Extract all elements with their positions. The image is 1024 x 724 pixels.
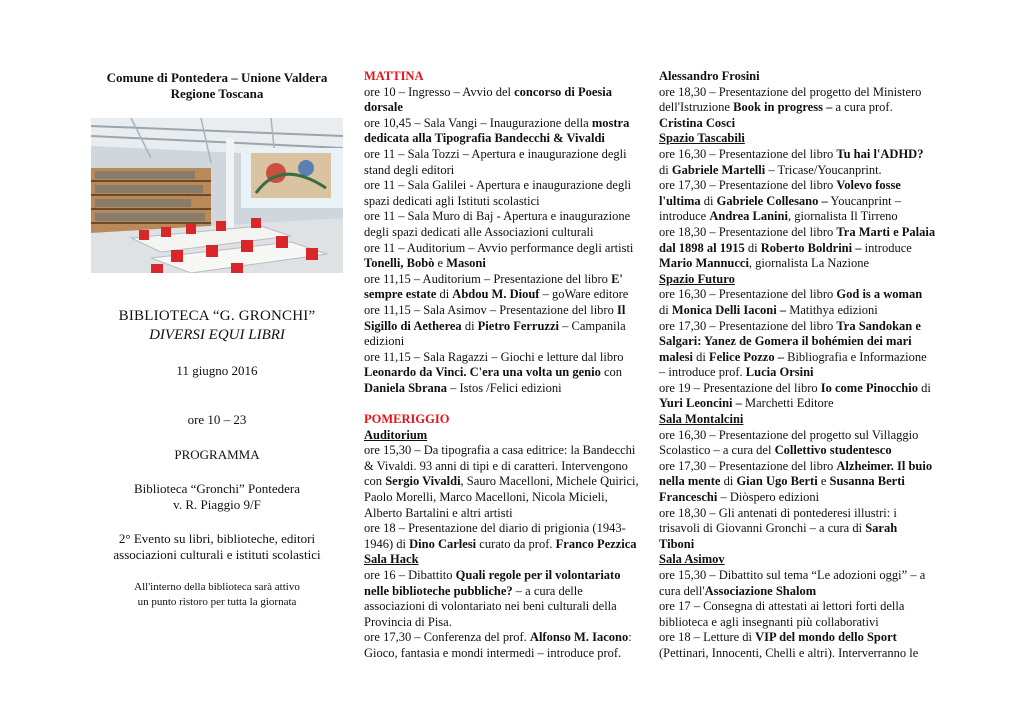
program-line: ore 10 – Ingresso – Avvio del concorso di Poesia — [364, 84, 613, 99]
program-line: Provincia di Pisa. — [364, 614, 452, 629]
program-line: ore 17,30 – Presentazione del libro Tra Sandokan e — [659, 318, 921, 333]
header-line-1: Comune di Pontedera – Unione Valdera — [106, 70, 328, 85]
program-line: cura dell'Associazione Shalom — [659, 583, 817, 598]
event-date: 11 giugno 2016 — [176, 363, 258, 378]
program-line: dal 1898 al 1915 di Roberto Boldrini – introduce — [659, 240, 912, 255]
section-sala-hack: Sala Hack — [364, 552, 419, 567]
program-line: Tonelli, Bobò e Masoni — [364, 256, 486, 271]
event-subtitle: DIVERSI EQUI LIBRI — [149, 327, 285, 343]
header-line-2: Regione Toscana — [170, 86, 264, 101]
program-line: Leonardo da Vinci. C'era una volta un genio con — [364, 365, 623, 380]
program-line: dedicata alla Tipografia Bandecchi & Vivaldi — [364, 131, 605, 146]
program-line: associazioni di volontariato nei beni culturali della — [364, 599, 617, 614]
program-line: Scolastico – a cura del Collettivo studentesco — [659, 443, 892, 458]
program-line: di Monica Delli Iaconi – Matithya edizioni — [659, 302, 878, 317]
program-line: ore 17,30 – Presentazione del libro Volevo fosse — [659, 178, 901, 193]
address-line-2: v. R. Piaggio 9/F — [173, 497, 261, 512]
program-line: ore 18 – Letture di VIP del mondo dello Sport — [659, 630, 897, 645]
program-line: ore 11 – Sala Muro di Baj - Apertura e inaugurazione — [364, 209, 631, 224]
program-line: ore 15,30 – Dibattito sul tema “Le adozioni oggi” – a — [659, 568, 926, 582]
program-line: ore 18,30 – Gli antenati di pontederesi illustri: i — [659, 505, 897, 520]
program-line: (Pettinari, Innocenti, Chelli e altri). Interverranno le — [659, 645, 919, 660]
program-line: Yuri Leoncini – Marchetti Editore — [659, 396, 834, 411]
program-line: ore 16,30 – Presentazione del libro God is a woman — [659, 287, 923, 302]
event-description-2: associazioni culturali e istituti scolastici — [113, 547, 321, 562]
program-line: Gioco, fantasia e mondi intermedi – introduce prof. — [364, 645, 622, 660]
section-spazio-tascabili: Spazio Tascabili — [659, 131, 745, 146]
program-line: ore 18,30 – Presentazione del progetto del Ministero — [659, 84, 922, 99]
program-line: ore 17,30 – Conferenza del prof. Alfonso M. Iacono: — [364, 630, 632, 645]
program-line: con Sergio Vivaldi, Sauro Macelloni, Michele Quirici, — [364, 474, 639, 489]
program-line: Salgari: Yanez de Gomera il bohémien dei mari — [659, 334, 912, 349]
program-line: ore 16,30 – Presentazione del progetto sul Villaggio — [659, 427, 919, 442]
pomeriggio-heading: POMERIGGIO — [364, 412, 450, 427]
programma-label: PROGRAMMA — [174, 447, 260, 462]
program-line: – introduce prof. Lucia Orsini — [659, 365, 814, 380]
program-line: ore 16 – Dibattito Quali regole per il volontariato — [364, 568, 621, 582]
program-line: ore 16,30 – Presentazione del libro Tu hai l'ADHD? — [659, 146, 924, 161]
program-line: Tiboni — [659, 536, 695, 551]
program-line: & Vivaldi. 93 anni di tipi e di caratteri. Intervengono — [364, 458, 628, 473]
library-title: BIBLIOTECA “G. GRONCHI” — [118, 308, 316, 324]
program-line: dorsale — [364, 100, 403, 115]
program-line: ore 10,45 – Sala Vangi – Inaugurazione della mostra — [364, 115, 630, 130]
event-hours: ore 10 – 23 — [187, 412, 247, 427]
program-line: ore 17,30 – Presentazione del libro Alzheimer. Il buio — [659, 458, 933, 473]
program-line: sempre estate di Abdou M. Diouf – goWare editore — [364, 287, 629, 302]
program-line: ore 11,15 – Sala Asimov – Presentazione del libro Il — [364, 302, 626, 317]
program-line: Sigillo di Aetherea di Pietro Ferruzzi – Campanila — [364, 318, 626, 333]
program-line: Daniela Sbrana – Istos /Felici edizioni — [364, 380, 562, 395]
address-line-1: Biblioteca “Gronchi” Pontedera — [133, 481, 301, 496]
program-line: ore 15,30 – Da tipografia a casa editrice: la Bandecchi — [364, 443, 636, 458]
program-line: 1946) di Dino Carlesi curato da prof. Franco Pezzica — [364, 536, 637, 551]
program-line: ore 11 – Auditorium – Avvio performance degli artisti — [364, 240, 634, 255]
program-line: l'ultima di Gabriele Collesano – Youcanprint – — [659, 193, 902, 208]
event-description-1: 2° Evento su libri, biblioteche, editori — [118, 531, 316, 546]
program-line: nella mente di Gian Ugo Berti e Susanna Berti — [659, 474, 905, 489]
program-line: di Gabriele Martelli – Tricase/Youcanprint. — [659, 162, 882, 177]
program-line: Alberto Bartalini e altri artisti — [364, 505, 513, 520]
program-line: Paolo Morelli, Marco Macelloni, Nicola Micieli, — [364, 490, 608, 505]
library-photo — [91, 118, 343, 273]
program-line: ore 11,15 – Auditorium – Presentazione del libro E' — [364, 271, 623, 286]
program-line: spazi dedicati agli Istituti scolastici — [364, 193, 540, 208]
section-auditorium: Auditorium — [364, 427, 428, 442]
note-line-2: un punto ristoro per tutta la giornata — [137, 596, 297, 608]
program-line: dell'Istruzione Book in progress – a cura prof. — [659, 100, 893, 115]
program-line: stand degli editori — [364, 162, 455, 177]
program-line: biblioteca e agli insegnanti più collaborativi — [659, 614, 879, 629]
program-line: nelle biblioteche pubbliche? – a cura delle — [364, 583, 583, 598]
program-line: introduce Andrea Lanini, giornalista Il Tirreno — [659, 209, 898, 224]
program-line: ore 19 – Presentazione del libro Io come Pinocchio di — [659, 380, 931, 395]
note-line-1: All'interno della biblioteca sarà attivo — [134, 581, 300, 593]
program-line: Alessandro Frosini — [659, 69, 760, 83]
program-line: Mario Mannucci, giornalista La Nazione — [659, 256, 870, 271]
program-line: ore 11,15 – Sala Ragazzi – Giochi e letture dal libro — [364, 349, 624, 364]
section-sala-montalcini: Sala Montalcini — [659, 412, 744, 427]
program-line: Cristina Cosci — [659, 115, 736, 130]
program-line: ore 11 – Sala Tozzi – Apertura e inaugurazione degli — [364, 146, 627, 161]
mattina-heading: MATTINA — [364, 69, 424, 83]
program-line: edizioni — [364, 334, 405, 349]
program-line: ore 11 – Sala Galilei - Apertura e inaugurazione degli — [364, 178, 632, 193]
section-sala-asimov: Sala Asimov — [659, 552, 725, 567]
program-line: ore 17 – Consegna di attestati ai lettori forti della — [659, 599, 905, 614]
program-line: degli spazi dedicati alle Associazioni culturali — [364, 224, 594, 239]
section-spazio-futuro: Spazio Futuro — [659, 271, 735, 286]
program-line: ore 18 – Presentazione del diario di prigionia (1943- — [364, 521, 626, 536]
program-line: ore 18,30 – Presentazione del libro Tra Marti e Palaia — [659, 224, 936, 239]
program-line: Franceschi – Diòspero edizioni — [659, 490, 820, 505]
program-line: trisavoli di Giovanni Gronchi – a cura di Sarah — [659, 521, 898, 536]
program-line: malesi di Felice Pozzo – Bibliografia e Informazione — [659, 349, 927, 364]
